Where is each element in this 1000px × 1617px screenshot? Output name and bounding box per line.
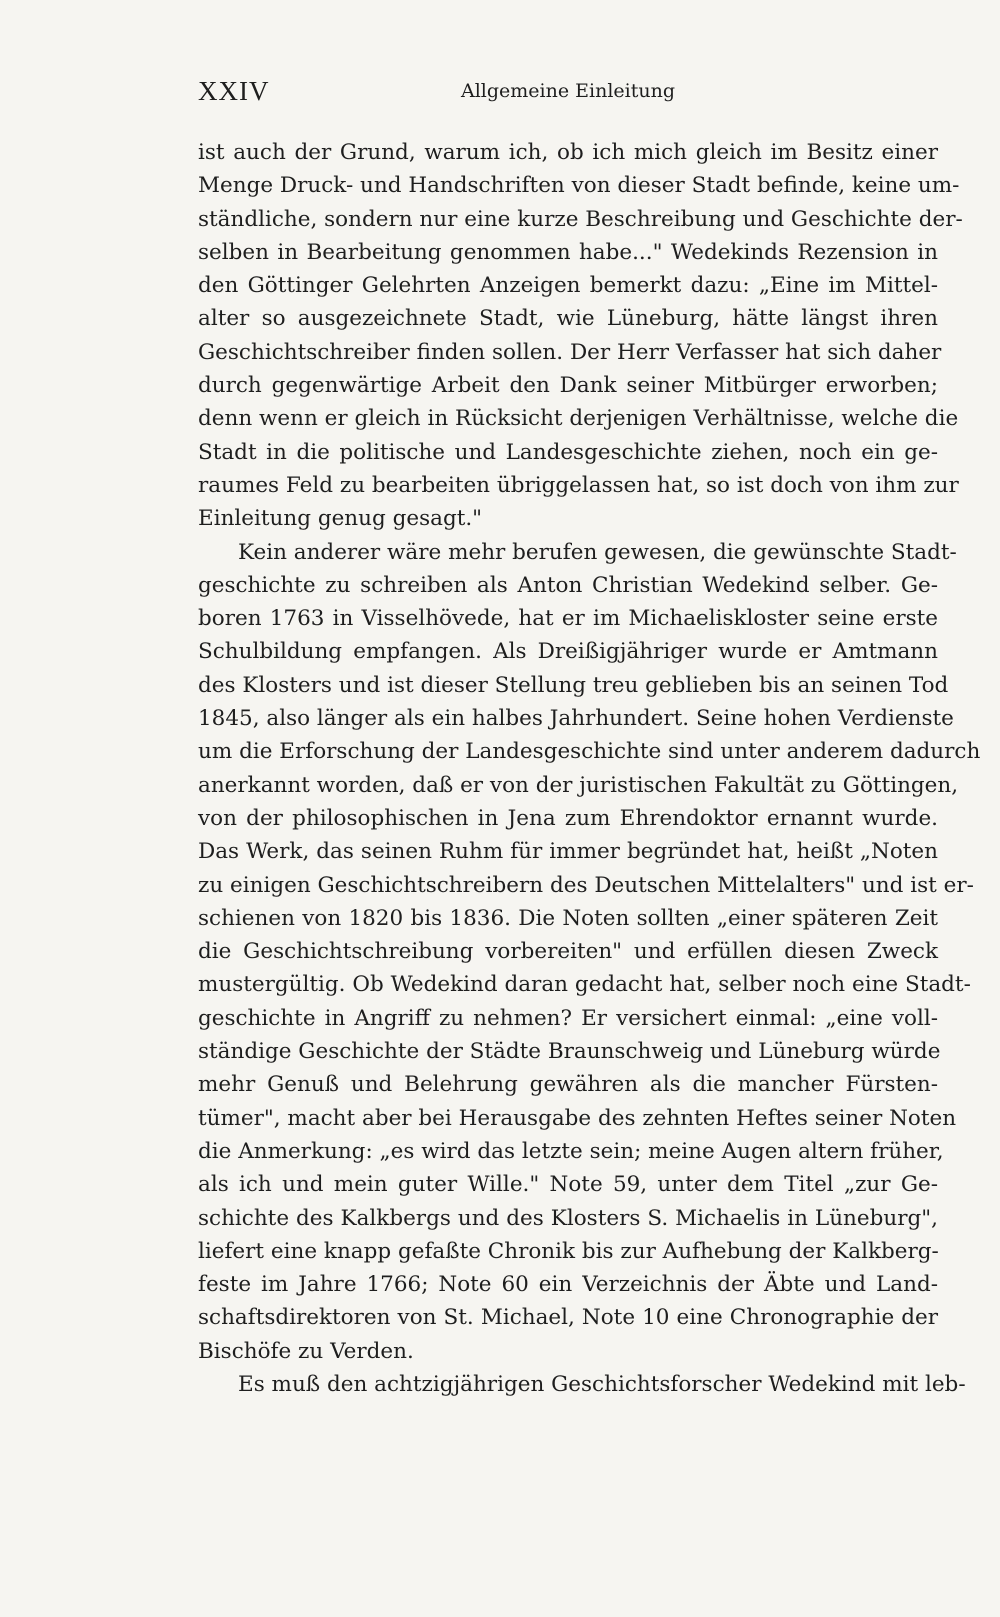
- body-text: [198, 136, 981, 1401]
- text-line: denn wenn er gleich in Rücksicht derjenigen Verhältnisse, welche die: [198, 406, 959, 432]
- text-line: Das Werk, das seinen Ruhm für immer begründet hat, heißt „Noten: [198, 839, 938, 865]
- page-header: [198, 76, 938, 116]
- text-line: Menge Druck- und Handschriften von dieser Stadt befinde, keine um-: [198, 173, 960, 199]
- text-line: um die Erforschung der Landesgeschichte sind unter anderem dadurch: [198, 739, 981, 765]
- text-line: schaftsdirektoren von St. Michael, Note 10 eine Chronographie der: [198, 1305, 938, 1331]
- text-line: mustergültig. Ob Wedekind daran gedacht hat, selber noch eine Stadt-: [198, 972, 971, 998]
- text-line: von der philosophischen in Jena zum Ehrendoktor ernannt wurde.: [198, 805, 938, 831]
- text-line: Es muß den achtzigjährigen Geschichtsforscher Wedekind mit leb-: [238, 1371, 966, 1397]
- text-line: schienen von 1820 bis 1836. Die Noten sollten „einer späteren Zeit: [198, 905, 938, 931]
- text-line: die Geschichtschreibung vorbereiten" und erfüllen diesen Zweck: [198, 939, 938, 965]
- text-line: feste im Jahre 1766; Note 60 ein Verzeichnis der Äbte und Land-: [198, 1272, 938, 1298]
- text-line: geschichte in Angriff zu nehmen? Er versichert einmal: „eine voll-: [198, 1005, 938, 1031]
- page-number: XXIV: [198, 76, 270, 106]
- text-line: mehr Genuß und Belehrung gewähren als die mancher Fürsten-: [198, 1072, 938, 1098]
- text-line: schichte des Kalkbergs und des Klosters S. Michaelis in Lüneburg",: [198, 1205, 938, 1231]
- text-line: ständige Geschichte der Städte Braunschweig und Lüneburg würde: [198, 1039, 941, 1065]
- text-line: boren 1763 in Visselhövede, hat er im Michaeliskloster seine erste: [198, 606, 938, 632]
- text-line: ist auch der Grund, warum ich, ob ich mich gleich im Besitz einer: [198, 140, 938, 165]
- text-line: Schulbildung empfangen. Als Dreißigjähriger wurde er Amtmann: [198, 639, 938, 665]
- text-line: Geschichtschreiber finden sollen. Der Herr Verfasser hat sich daher: [198, 339, 942, 365]
- text-line: selben in Bearbeitung genommen habe..." Wedekinds Rezension in: [198, 239, 938, 265]
- text-line: geschichte zu schreiben als Anton Christian Wedekind selber. Ge-: [198, 572, 938, 598]
- text-line: Stadt in die politische und Landesgeschichte ziehen, noch ein ge-: [198, 439, 938, 465]
- text-line: Kein anderer wäre mehr berufen gewesen, die gewünschte Stadt-: [238, 539, 957, 565]
- text-line: tümer", macht aber bei Herausgabe des zehnten Heftes seiner Noten: [198, 1105, 957, 1131]
- text-line: raumes Feld zu bearbeiten übriggelassen hat, so ist doch von ihm zur: [198, 472, 959, 498]
- text-line: des Klosters und ist dieser Stellung treu geblieben bis an seinen Tod: [198, 672, 949, 698]
- text-line: ständliche, sondern nur eine kurze Beschreibung und Geschichte der-: [198, 206, 963, 232]
- text-line: 1845, also länger als ein halbes Jahrhundert. Seine hohen Verdienste: [198, 706, 954, 732]
- text-line: als ich und mein guter Wille." Note 59, unter dem Titel „zur Ge-: [198, 1172, 938, 1198]
- text-line: anerkannt worden, daß er von der juristischen Fakultät zu Göttingen,: [198, 772, 959, 798]
- text-line: liefert eine knapp gefaßte Chronik bis zur Aufhebung der Kalkberg-: [198, 1238, 939, 1264]
- text-line: Einleitung genug gesagt.": [198, 506, 483, 532]
- text-line: die Anmerkung: „es wird das letzte sein; meine Augen altern früher,: [198, 1138, 944, 1164]
- text-line: Bischöfe zu Verden.: [198, 1338, 414, 1364]
- text-line: zu einigen Geschichtschreibern des Deutschen Mittelalters" und ist er-: [198, 872, 974, 898]
- running-title: Allgemeine Einleitung: [461, 80, 675, 102]
- text-line: alter so ausgezeichnete Stadt, wie Lüneburg, hätte längst ihren: [198, 306, 938, 332]
- text-line: durch gegenwärtige Arbeit den Dank seiner Mitbürger erworben;: [198, 373, 938, 399]
- text-line: den Göttinger Gelehrten Anzeigen bemerkt dazu: „Eine im Mittel-: [198, 273, 938, 299]
